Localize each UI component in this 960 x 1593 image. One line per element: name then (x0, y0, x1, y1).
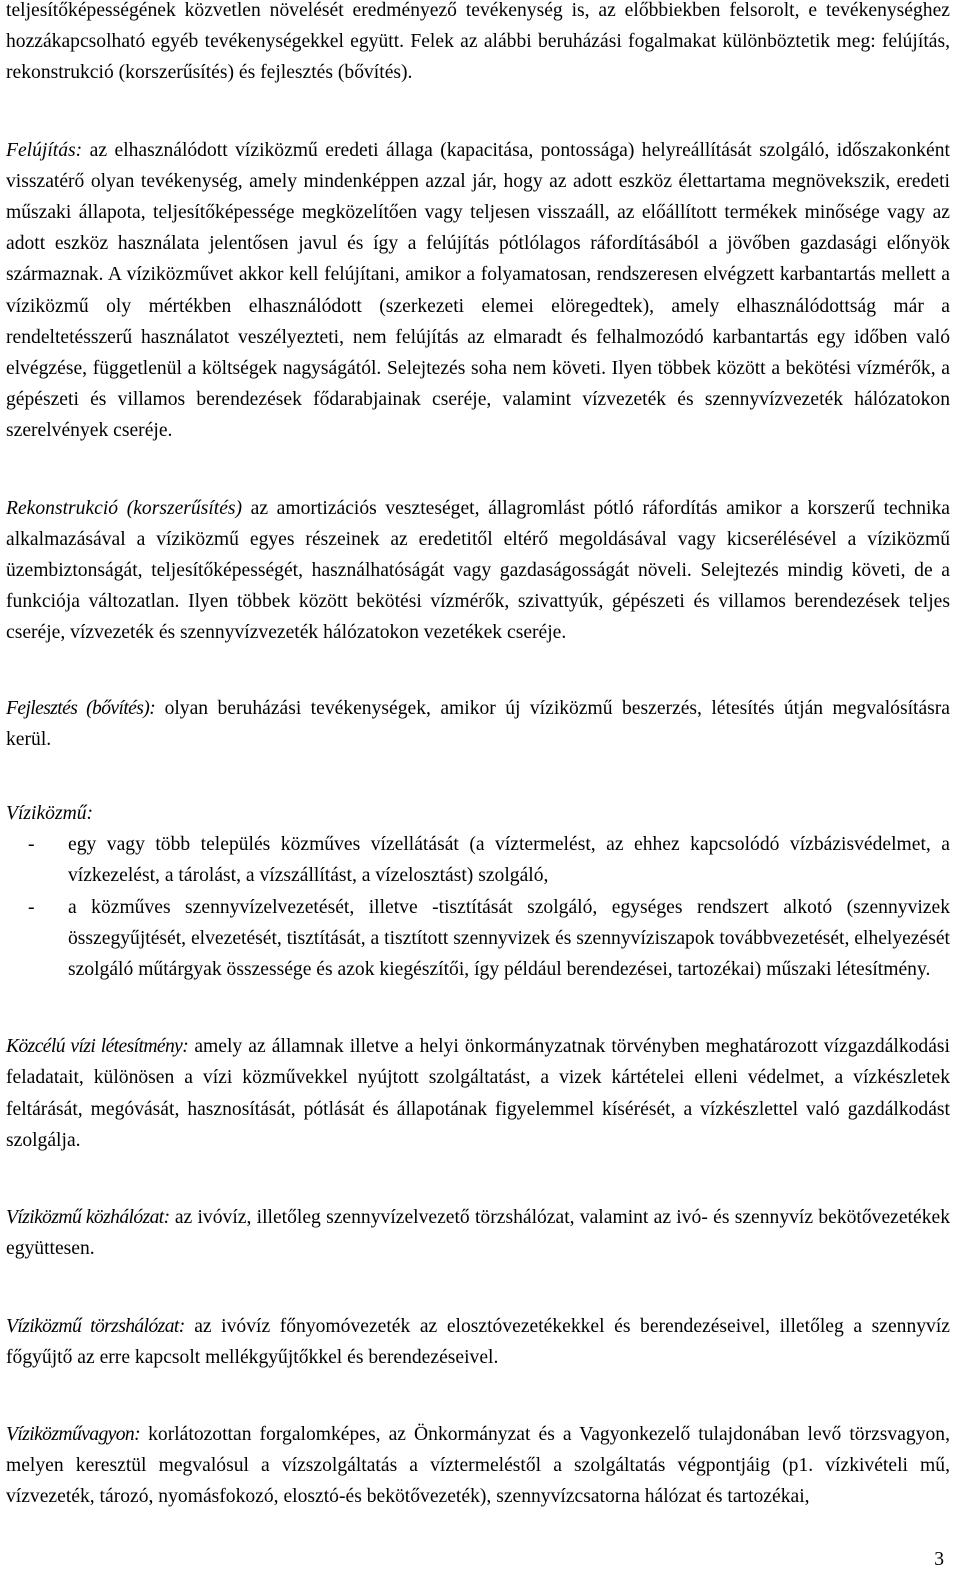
vagyon-definition (6, 1419, 950, 1513)
list-item (6, 892, 950, 986)
page-number: 3 (934, 1549, 944, 1570)
vagyon-term: Víziközművagyon: (6, 1423, 141, 1445)
kozhalozat-definition (6, 1202, 950, 1264)
document-page (6, 0, 950, 1513)
felujitas-definition (6, 135, 950, 447)
intro-paragraph (6, 0, 950, 89)
vagyon-text: korlátozottan forgalomképes, az Önkormányzat és a Vagyonkezelő tulajdonában levő törzsvagyon, melyen keresztül megvalósul a vízszolgáltatás a víztermeléstől a szolgáltatás végpontjáig (p1. vízkivételi mű, vízvezeték, tározó, nyomásfokozó, elosztó-és bekötővezeték), szennyvízcsatorna hálózat és tartozékai, (6, 1423, 950, 1508)
kozhalozat-term: Víziközmű közhálózat: (6, 1207, 170, 1229)
rekonstrukcio-term: Rekonstrukció (korszerűsítés) (6, 497, 243, 519)
rekonstrukcio-definition (6, 493, 950, 649)
fejlesztes-definition (6, 693, 950, 755)
dash-marker: - (28, 834, 35, 856)
kozcelu-term: Közcélú vízi létesítmény: (6, 1036, 189, 1058)
torzshalozat-definition (6, 1311, 950, 1373)
intro-text: teljesítőképességének közvetlen növelését eredményező tevékenység is, az előbbiekben felsorolt, e tevékenységhez hozzákapcsolható egyéb tevékenységekkel együtt. Felek az alábbi beruházási fogalmakat különböztetik meg: felújítás, rekonstrukció (korszerűsítés) és fejlesztés (bővítés). (6, 0, 950, 84)
kozcelu-text: amely az államnak illetve a helyi önkormányzatnak törvényben meghatározott vízgazdálkodási feladatait, különösen a vízi közművekkel nyújtott szolgáltatást, a vizek kártételei elleni védelmet, a vízkészletek feltárását, megóvását, hasznosítását, pótlását és állapotának figyelemmel kísérését, a vízkészlettel való gazdálkodást szolgálja. (6, 1036, 950, 1151)
torzshalozat-term: Víziközmű törzshálózat: (6, 1315, 185, 1337)
felujitas-text: az elhasználódott víziközmű eredeti állaga (kapacitása, pontossága) helyreállítását szolgáló, időszakonként visszatérő olyan tevékenység, amely mindenképpen azzal jár, hogy az adott eszköz élettartama megnövekszik, eredeti műszaki állapota, teljesítőképessége megközelítően vagy teljesen visszaáll, az előállított termékek minősége vagy az adott eszköz használata jelentősen javul és így a felújítás pótlólagos ráfordításából a jövőben gazdasági előnyök származnak. A víziközművet akkor kell felújítani, amikor a folyamatosan, rendszeresen elvégzett karbantartás mellett a víziközmű oly mértékben elhasználódott (szerkezeti elemei elöregedtek), amely elhasználódottság már a rendeltetésszerű használatot veszélyezteti, nem felújítás az elmaradt és felhalmozódó karbantartás egy időben való elvégzése, függetlenül a költségek nagyságától. Selejtezés soha nem követi. Ilyen többek között a bekötési vízmérők, a gépészeti és villamos berendezések fődarabjainak cseréje, valamint vízvezeték és szennyvízvezeték hálózatokon szerelvények cseréje. (6, 139, 950, 442)
kozcelu-definition (6, 1031, 950, 1156)
list-item (6, 829, 950, 891)
rekonstrukcio-text: az amortizációs veszteséget, állagromlást pótló ráfordítás amikor a korszerű technika alkalmazásával a víziközmű egyes részeinek az eredetitől eltérő megoldásával vagy kicserélésével a víziközmű üzembiztonságát, teljesítőképességét, használhatóságát vagy gazdaságosságát növeli. Selejtezés mindig követi, de a funkciója változatlan. Ilyen többek között bekötési vízmérők, szivattyúk, gépészeti és villamos berendezések teljes cseréje, vízvezeték és szennyvízvezeték hálózatokon vezetékek cseréje. (6, 497, 950, 644)
vizikozmu-heading (6, 798, 950, 829)
list-item-text: a közműves szennyvízelvezetését, illetve -tisztítását szolgáló, egységes rendszert alkotó (szennyvizek összegyűjtését, elvezetését, tisztítását, a tisztított szennyvizek és szennyvíziszapok továbbvezetését, elhelyezését szolgáló műtárgyak összessége és azok kiegészítői, így például berendezései, tartozékai) műszaki létesítmény. (68, 896, 950, 981)
dash-marker: - (28, 896, 35, 918)
torzshalozat-text: az ivóvíz főnyomóvezeték az elosztóvezetékekkel és berendezéseivel, illetőleg a szennyvíz főgyűjtő az erre kapcsolt mellékgyűjtőkkel és berendezéseivel. (6, 1315, 950, 1368)
list-item-text: egy vagy több település közműves vízellátását (a víztermelést, az ehhez kapcsolódó vízbázisvédelmet, a vízkezelést, a tárolást, a vízszállítást, a vízelosztást) szolgáló, (68, 834, 950, 887)
kozhalozat-text: az ivóvíz, illetőleg szennyvízelvezető törzshálózat, valamint az ivó- és szennyvíz bekötővezetékek együttesen. (6, 1207, 950, 1260)
vizikozmu-term: Víziközmű: (6, 803, 94, 825)
fejlesztes-term: Fejlesztés (bővítés): (6, 697, 156, 719)
vizikozmu-list (6, 829, 950, 985)
fejlesztes-text: olyan beruházási tevékenységek, amikor új víziközmű beszerzés, létesítés útján megvalósításra kerül. (6, 697, 950, 750)
felujitas-term: Felújítás: (6, 139, 83, 161)
